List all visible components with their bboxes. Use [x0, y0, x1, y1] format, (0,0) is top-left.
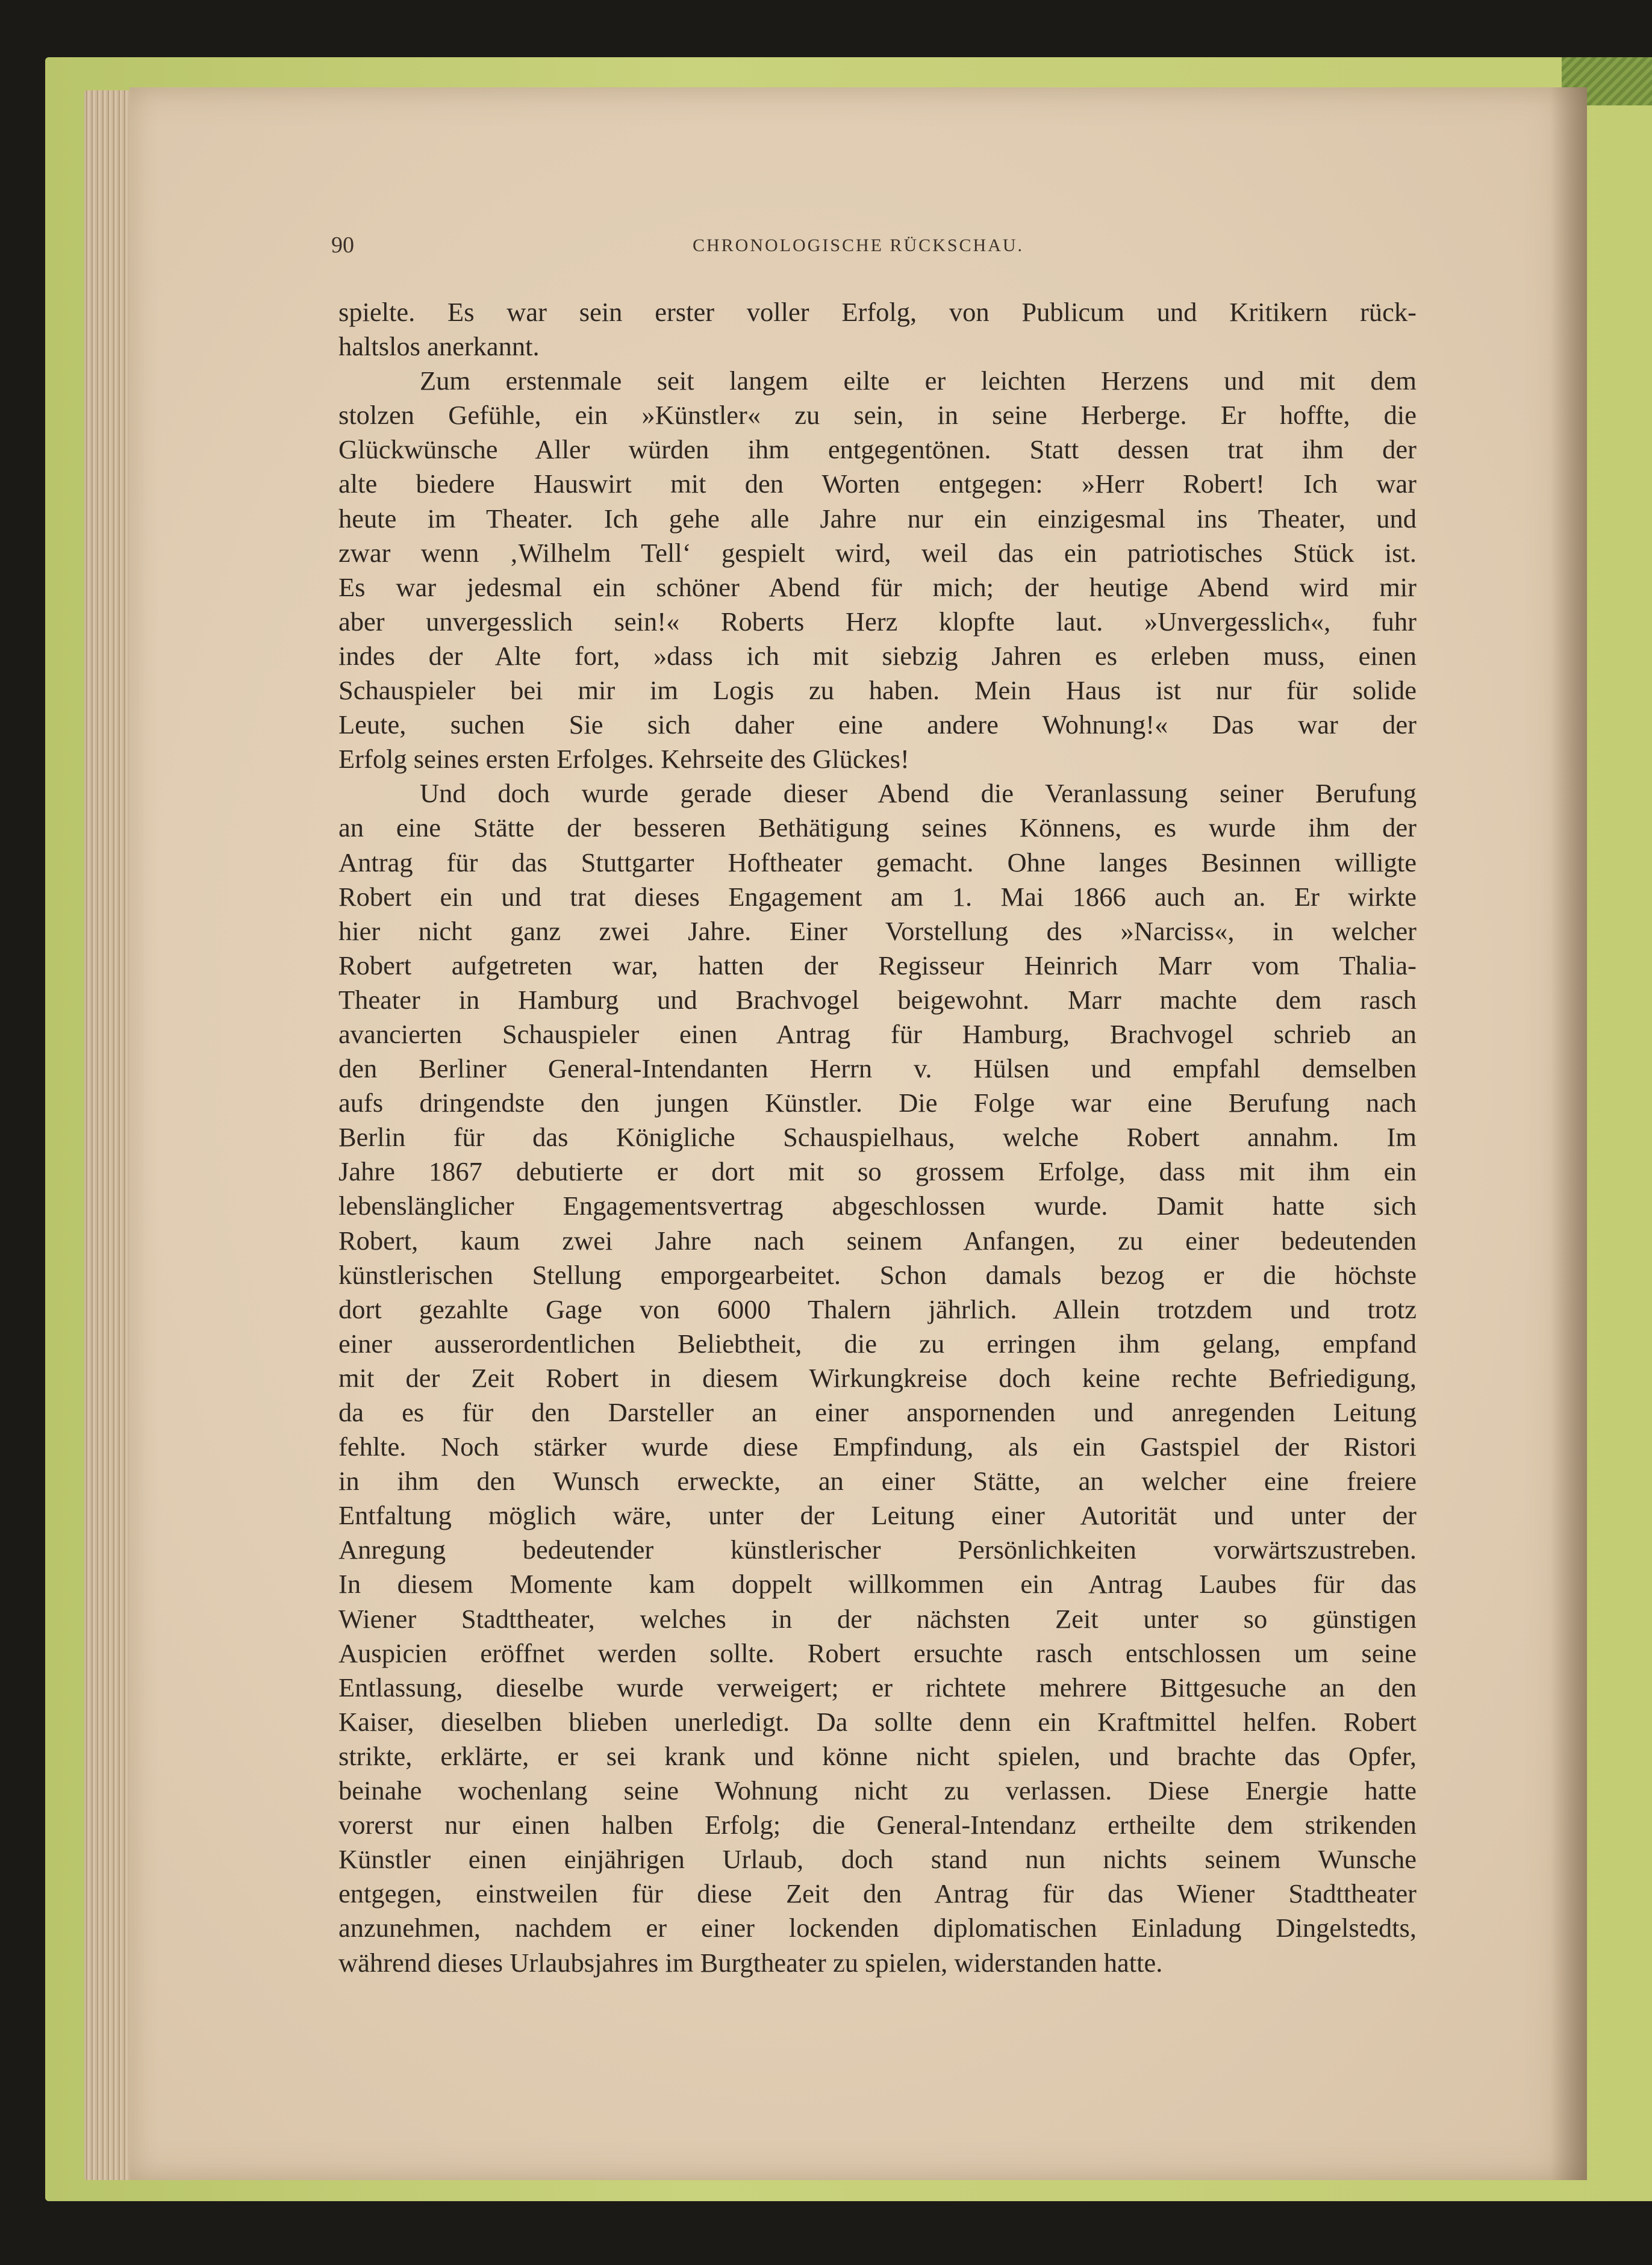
text-line: Zum erstenmale seit langem eilte er leichten Herzens und mit dem: [420, 366, 1417, 396]
text-line: haltslos anerkannt.: [338, 331, 540, 362]
text-line: Leute, suchen Sie sich daher eine andere Wohnung!« Das war der: [338, 709, 1417, 740]
text-line: Kaiser, dieselben blieben unerledigt. Da sollte denn ein Kraftmittel helfen. Robert: [338, 1706, 1417, 1737]
text-line: vorerst nur einen halben Erfolg; die General-Intendanz ertheilte dem strikenden: [338, 1810, 1417, 1840]
text-line: anzunehmen, nachdem er einer lockenden diplomatischen Einladung Dingelstedts,: [338, 1913, 1417, 1943]
text-line: mit der Zeit Robert in diesem Wirkungkreise doch keine rechte Befriedigung,: [338, 1362, 1417, 1393]
text-line: beinahe wochenlang seine Wohnung nicht zu verlassen. Diese Energie hatte: [338, 1775, 1417, 1806]
text-line: zwar wenn ‚Wilhelm Tell‘ gespielt wird, weil das ein patriotisches Stück ist.: [338, 537, 1417, 568]
text-line: Robert ein und trat dieses Engagement am 1. Mai 1866 auch an. Er wirkte: [338, 881, 1417, 912]
text-line: strikte, erklärte, er sei krank und könne nicht spielen, und brachte das Opfer,: [338, 1740, 1417, 1771]
text-line: fehlte. Noch stärker wurde diese Empfindung, als ein Gastspiel der Ristori: [338, 1432, 1417, 1462]
text-line: Robert aufgetreten war, hatten der Regisseur Heinrich Marr vom Thalia-: [338, 950, 1417, 980]
gutter-shadow: [1551, 87, 1587, 2180]
text-line: Wiener Stadttheater, welches in der nächsten Zeit unter so günstigen: [338, 1603, 1417, 1634]
page-number: 90: [331, 232, 354, 258]
text-line: entgegen, einstweilen für diese Zeit den Antrag für das Wiener Stadttheater: [338, 1878, 1417, 1909]
text-line: aber unvergesslich sein!« Roberts Herz klopfte laut. »Unvergesslich«, fuhr: [338, 606, 1417, 637]
text-line: während dieses Urlaubsjahres im Burgtheater zu spielen, widerstanden hatte.: [338, 1947, 1163, 1978]
text-line: lebenslänglicher Engagementsvertrag abgeschlossen wurde. Damit hatte sich: [338, 1191, 1417, 1221]
text-line: Anregung bedeutender künstlerischer Persönlichkeiten vorwärtszustreben.: [338, 1534, 1417, 1565]
text-line: Berlin für das Königliche Schauspielhaus, welche Robert annahm. Im: [338, 1122, 1417, 1153]
text-line: aufs dringendste den jungen Künstler. Die Folge war eine Berufung nach: [338, 1088, 1417, 1118]
text-line: In diesem Momente kam doppelt willkommen ein Antrag Laubes für das: [338, 1569, 1417, 1600]
text-line: indes der Alte fort, »dass ich mit siebzig Jahren es erleben muss, einen: [338, 640, 1417, 671]
text-line: den Berliner General-Intendanten Herrn v. Hülsen und empfahl demselben: [338, 1053, 1417, 1084]
text-line: stolzen Gefühle, ein »Künstler« zu sein, in seine Herberge. Er hoffte, die: [338, 400, 1417, 431]
text-line: heute im Theater. Ich gehe alle Jahre nur ein einzigesmal ins Theater, und: [338, 503, 1417, 534]
text-line: da es für den Darsteller an einer anspornenden und anregenden Leitung: [338, 1397, 1417, 1427]
text-line: in ihm den Wunsch erweckte, an einer Stätte, an welcher eine freiere: [338, 1466, 1417, 1497]
running-head: [331, 232, 1415, 268]
text-line: alte biedere Hauswirt mit den Worten entgegen: »Herr Robert! Ich war: [338, 469, 1417, 499]
text-line: Und doch wurde gerade dieser Abend die Veranlassung seiner Berufung: [420, 778, 1417, 809]
body-text: [338, 295, 1417, 1980]
text-line: hier nicht ganz zwei Jahre. Einer Vorstellung des »Narciss«, in welcher: [338, 915, 1417, 946]
text-line: Es war jedesmal ein schöner Abend für mich; der heutige Abend wird mir: [338, 572, 1417, 602]
text-line: Entlassung, dieselbe wurde verweigert; er richtete mehrere Bittgesuche an den: [338, 1672, 1417, 1703]
text-line: Entfaltung möglich wäre, unter der Leitung einer Autorität und unter der: [338, 1500, 1417, 1531]
text-line: künstlerischen Stellung emporgearbeitet. Schon damals bezog er die höchste: [338, 1259, 1417, 1290]
text-line: Schauspieler bei mir im Logis zu haben. Mein Haus ist nur für solide: [338, 675, 1417, 706]
text-line: Künstler einen einjährigen Urlaub, doch stand nun nichts seinem Wunsche: [338, 1844, 1417, 1875]
text-line: Robert, kaum zwei Jahre nach seinem Anfangen, zu einer bedeutenden: [338, 1225, 1417, 1256]
text-line: avancierten Schauspieler einen Antrag für Hamburg, Brachvogel schrieb an: [338, 1018, 1417, 1049]
text-line: Antrag für das Stuttgarter Hoftheater gemacht. Ohne langes Besinnen willigte: [338, 847, 1417, 877]
running-head-title: CHRONOLOGISCHE RÜCKSCHAU.: [693, 235, 1024, 255]
text-line: Jahre 1867 debutierte er dort mit so grossem Erfolge, dass mit ihm ein: [338, 1156, 1417, 1187]
text-line: Theater in Hamburg und Brachvogel beigewohnt. Marr machte dem rasch: [338, 984, 1417, 1015]
text-line: Auspicien eröffnet werden sollte. Robert ersuchte rasch entschlossen um seine: [338, 1637, 1417, 1668]
text-line: spielte. Es war sein erster voller Erfolg, von Publicum und Kritikern rück-: [338, 297, 1417, 327]
text-line: Erfolg seines ersten Erfolges. Kehrseite des Glückes!: [338, 744, 909, 774]
text-line: Glückwünsche Aller würden ihm entgegentönen. Statt dessen trat ihm der: [338, 434, 1417, 465]
text-line: einer ausserordentlichen Beliebtheit, die zu erringen ihm gelang, empfand: [338, 1328, 1417, 1359]
text-line: dort gezahlte Gage von 6000 Thalern jährlich. Allein trotzdem und trotz: [338, 1294, 1417, 1324]
text-line: an eine Stätte der besseren Bethätigung seines Könnens, es wurde ihm der: [338, 812, 1417, 843]
